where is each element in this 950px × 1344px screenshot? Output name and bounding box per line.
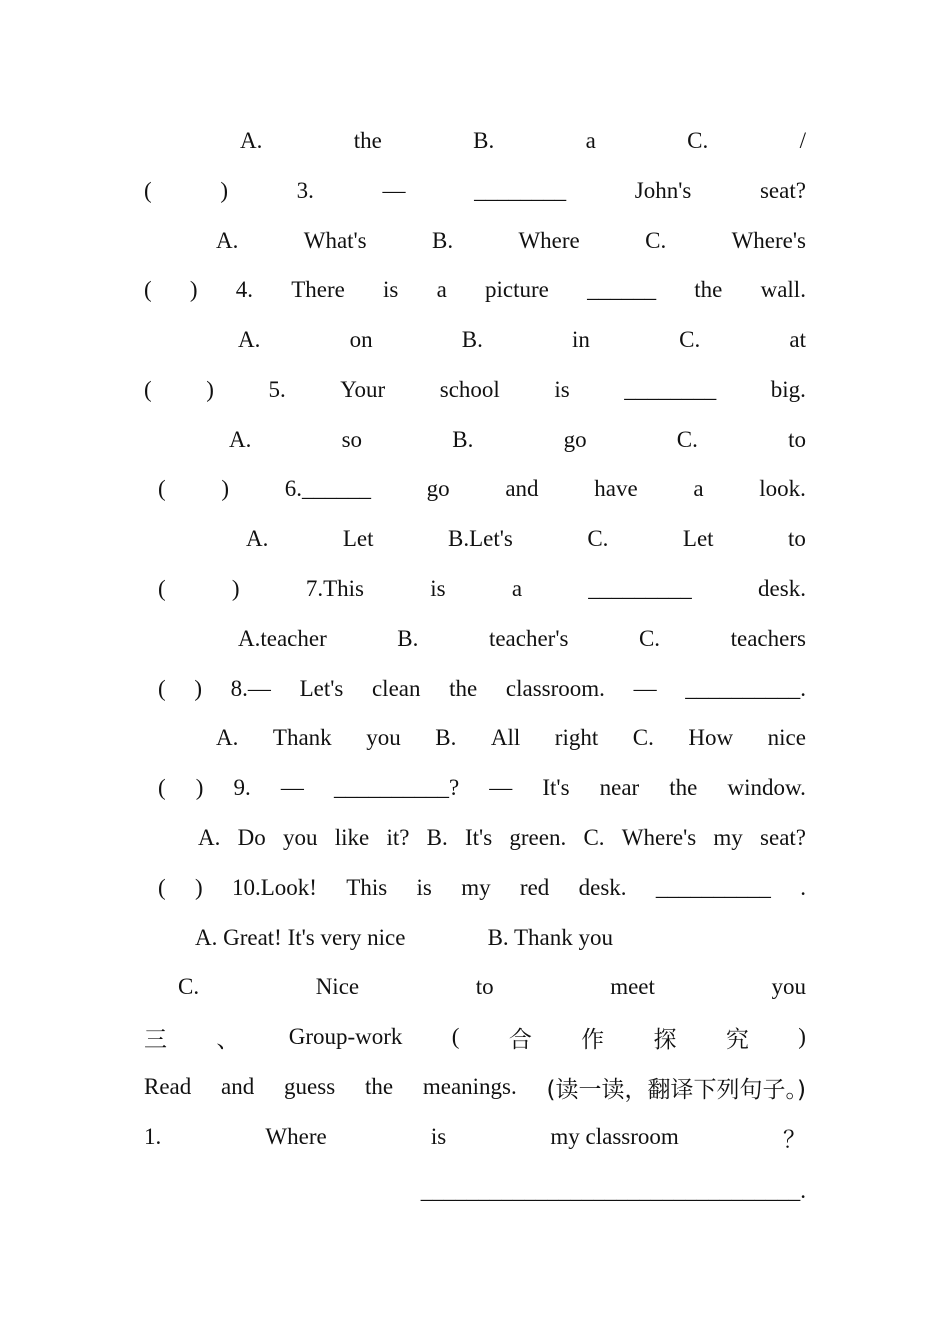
word: A. — [246, 526, 269, 551]
word: ) — [206, 377, 214, 402]
word: is — [430, 576, 446, 601]
word: B. Thank you — [487, 925, 613, 950]
word: A. — [238, 327, 261, 352]
word: B. — [432, 228, 454, 253]
word: ______ — [587, 277, 657, 302]
q3-options — [216, 223, 806, 259]
word: C. — [645, 228, 667, 253]
word: 6.______ — [284, 476, 371, 501]
word: 8.— — [230, 676, 271, 701]
word: a — [585, 128, 596, 153]
word: picture — [485, 277, 549, 302]
word: Group-work — [288, 1024, 403, 1049]
word: Nice — [315, 974, 360, 999]
word: — — [280, 775, 304, 800]
word: ( — [451, 1024, 460, 1049]
section-3-instructions — [144, 1069, 806, 1105]
word: 9. — [233, 775, 251, 800]
word: is — [430, 1124, 447, 1149]
word: ) — [189, 277, 198, 302]
word: Your — [340, 377, 386, 402]
question-10 — [158, 870, 806, 906]
word: is — [416, 875, 432, 900]
word: in — [572, 327, 590, 352]
word: C. — [178, 974, 200, 999]
word: 究 — [725, 1026, 749, 1053]
word: 探 — [653, 1026, 677, 1053]
word: is — [554, 377, 570, 402]
word: B.Let's — [448, 526, 513, 551]
word: the — [364, 1074, 394, 1099]
word: the — [353, 128, 382, 153]
word: 三 — [144, 1026, 167, 1053]
question-7 — [158, 571, 806, 607]
word: A.teacher — [238, 626, 327, 651]
word: a — [511, 576, 523, 601]
word: nice — [767, 725, 806, 750]
word: green. — [509, 825, 567, 850]
word: B. — [452, 427, 474, 452]
q7-options — [238, 621, 806, 657]
word: There — [291, 277, 345, 302]
word: — — [489, 775, 513, 800]
word: __________. — [685, 676, 806, 701]
word: ) — [231, 576, 240, 601]
q10-option-c — [178, 969, 806, 1005]
word: teachers — [730, 626, 806, 651]
word: This — [346, 875, 388, 900]
word: ( — [158, 476, 166, 501]
word: big. — [770, 377, 806, 402]
word: B. — [435, 725, 457, 750]
word: the — [449, 676, 478, 701]
word: C. — [632, 725, 654, 750]
word: Where's — [621, 825, 697, 850]
word: 作 — [581, 1026, 605, 1053]
word: __________? — [333, 775, 460, 800]
word: 、 — [216, 1026, 240, 1053]
word: is — [383, 277, 399, 302]
word: Read — [144, 1074, 192, 1099]
word: and — [505, 476, 539, 501]
word: the — [669, 775, 698, 800]
word: right — [554, 725, 599, 750]
word: C. — [676, 427, 698, 452]
word: teacher's — [488, 626, 569, 651]
word: look. — [759, 476, 806, 501]
word: ________ — [624, 377, 717, 402]
question-8 — [158, 671, 806, 707]
word: to — [788, 526, 806, 551]
word: B. — [461, 327, 483, 352]
word: and — [221, 1074, 255, 1099]
word: 10.Look! — [232, 875, 317, 900]
word: ) — [220, 178, 228, 203]
word: _________________________________. — [420, 1178, 806, 1203]
word: What's — [303, 228, 367, 253]
word: ) — [194, 676, 202, 701]
word: 1. — [144, 1124, 162, 1149]
section-3-heading — [144, 1019, 806, 1055]
word: C. — [587, 526, 609, 551]
word: Where — [265, 1124, 327, 1149]
word: . — [800, 875, 806, 900]
word: desk. — [758, 576, 806, 601]
word: ？ — [782, 1126, 806, 1153]
word: on — [349, 327, 373, 352]
word: Let's — [299, 676, 344, 701]
word: seat? — [759, 178, 806, 203]
word: Let — [342, 526, 374, 551]
word: ( — [144, 277, 152, 302]
q5-options — [229, 422, 806, 458]
word: you — [366, 725, 401, 750]
word: my — [713, 825, 743, 850]
question-5 — [144, 372, 806, 408]
word: A. — [216, 228, 239, 253]
word: How — [688, 725, 734, 750]
word: my classroom — [550, 1124, 679, 1149]
word: A. — [240, 128, 263, 153]
word: desk. — [578, 875, 627, 900]
word: / — [799, 128, 806, 153]
word: you — [282, 825, 318, 850]
word: 5. — [268, 377, 286, 402]
word: __________ — [655, 875, 771, 900]
word: clean — [371, 676, 421, 701]
question-3 — [144, 173, 806, 209]
word: 3. — [296, 178, 314, 203]
word: ( — [144, 178, 152, 203]
word: C. — [638, 626, 661, 651]
word: meet — [610, 974, 655, 999]
word: ( — [158, 576, 166, 601]
word: ) — [195, 875, 203, 900]
word: _________ — [588, 576, 692, 601]
word: C. — [679, 327, 701, 352]
word: at — [789, 327, 806, 352]
word: classroom. — [505, 676, 605, 701]
word: Do — [237, 825, 266, 850]
word: — — [633, 676, 657, 701]
word: a — [436, 277, 447, 302]
word: it? — [386, 825, 410, 850]
word: Where — [518, 228, 580, 253]
word: ( — [158, 875, 166, 900]
translation-item-1 — [144, 1119, 806, 1155]
answer-blank — [380, 1173, 806, 1209]
word: — — [382, 178, 406, 203]
word: (读一读，翻译下列句子。) — [546, 1076, 806, 1103]
question-6 — [158, 471, 806, 507]
word: meanings. — [422, 1074, 517, 1099]
word: so — [341, 427, 363, 452]
word: ) — [798, 1024, 806, 1049]
q8-options — [216, 720, 806, 756]
word: 合 — [508, 1026, 532, 1053]
word: Where's — [731, 228, 806, 253]
word: All — [490, 725, 521, 750]
word: 7.This — [305, 576, 364, 601]
word: to — [788, 427, 806, 452]
word: ( — [158, 775, 166, 800]
word: you — [771, 974, 806, 999]
q2-options — [240, 123, 806, 159]
word: A. — [198, 825, 221, 850]
word: John's — [634, 178, 692, 203]
word: It's — [465, 825, 493, 850]
word: my — [461, 875, 491, 900]
word: ________ — [474, 178, 567, 203]
word: Thank — [272, 725, 332, 750]
q6-options — [246, 521, 806, 557]
word: 4. — [235, 277, 253, 302]
word: A. Great! It's very nice — [195, 925, 406, 950]
word: ) — [221, 476, 230, 501]
word: like — [334, 825, 370, 850]
q10-options-ab — [195, 920, 613, 956]
word: B. — [426, 825, 448, 850]
word: B. — [473, 128, 495, 153]
word: a — [693, 476, 704, 501]
word: ( — [144, 377, 152, 402]
word: A. — [229, 427, 252, 452]
word: ) — [195, 775, 204, 800]
word: It's — [542, 775, 570, 800]
word: B. — [397, 626, 419, 651]
word: near — [599, 775, 640, 800]
word: C. — [687, 128, 709, 153]
word: the — [694, 277, 723, 302]
word: ( — [158, 676, 166, 701]
word: C. — [583, 825, 605, 850]
word: to — [475, 974, 494, 999]
question-9 — [158, 770, 806, 806]
word: guess — [284, 1074, 336, 1099]
word: school — [439, 377, 500, 402]
word: Let — [682, 526, 714, 551]
word: red — [519, 875, 550, 900]
q9-options — [198, 820, 806, 856]
q4-options — [238, 322, 806, 358]
word: wall. — [760, 277, 806, 302]
word: go — [563, 427, 587, 452]
word: seat? — [760, 825, 806, 850]
question-4 — [144, 272, 806, 308]
word: go — [426, 476, 450, 501]
word: window. — [727, 775, 806, 800]
word: A. — [216, 725, 239, 750]
word: have — [594, 476, 638, 501]
